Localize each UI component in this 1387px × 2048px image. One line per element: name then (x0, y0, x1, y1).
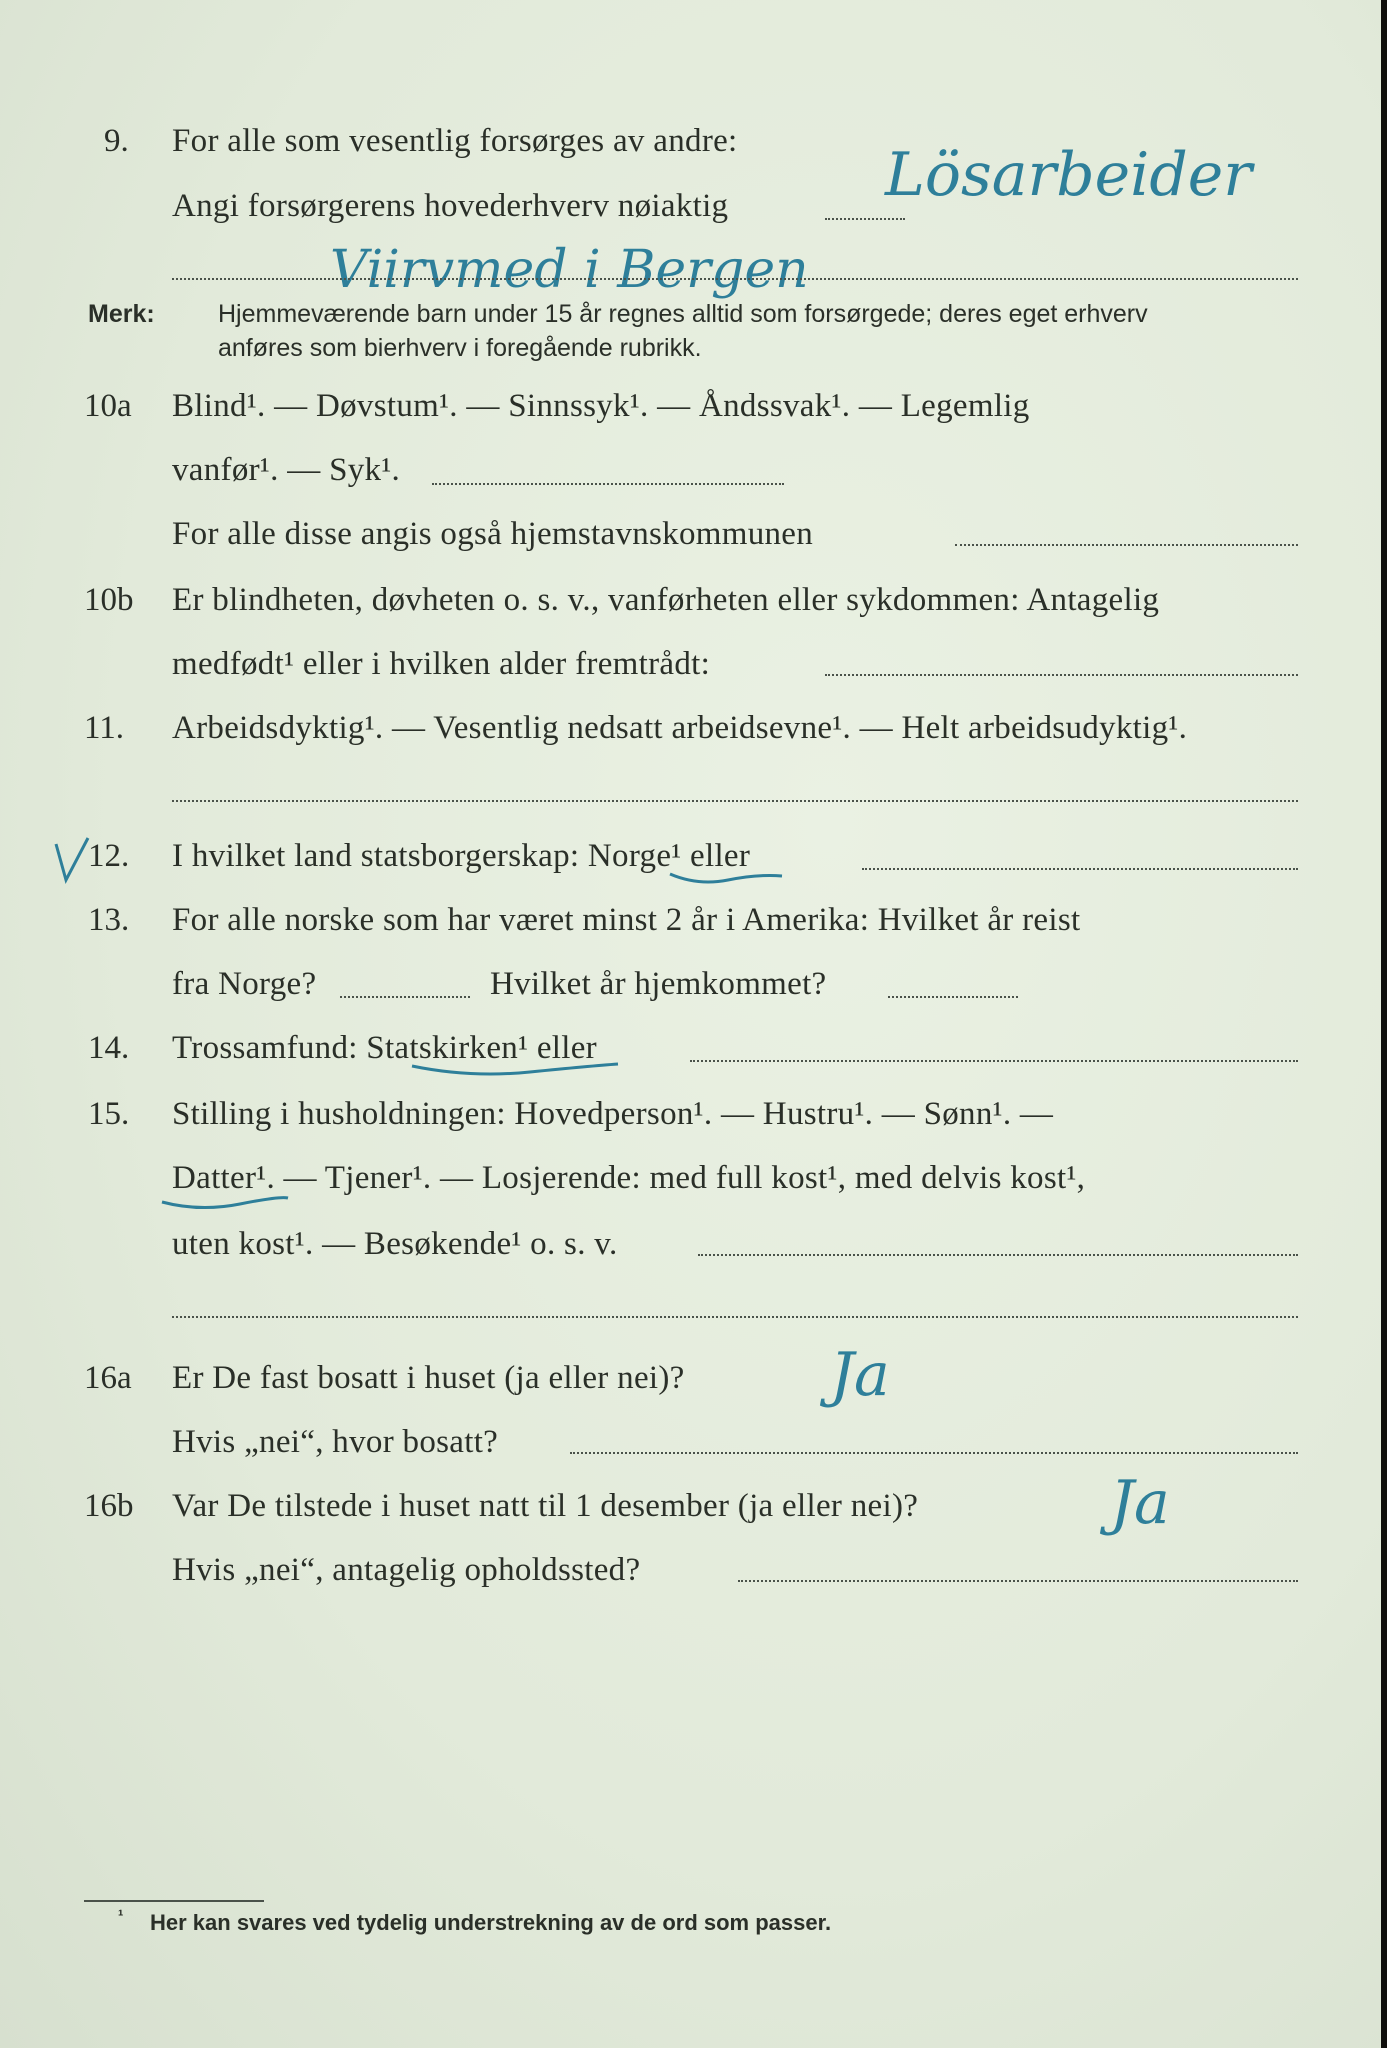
q16a-line2: Hvis „nei“, hvor bosatt? (172, 1424, 499, 1460)
answer-line (862, 868, 1298, 870)
footnote-marker: ¹ (118, 1908, 124, 1925)
q14-line1: Trossamfund: Statskirken¹ eller (172, 1030, 597, 1066)
answer-line (172, 800, 1298, 802)
q13-line2b: Hvilket år hjemkommet? (490, 966, 827, 1002)
footnote-rule (84, 1900, 264, 1902)
item-number-10b: 10b (84, 582, 134, 618)
q9-handwritten-answer2: Viirvmed i Bergen (330, 240, 809, 300)
answer-line (738, 1580, 1298, 1582)
answer-line (340, 996, 470, 998)
footnote-text: Her kan svares ved tydelig understrekning av de ord som passer. (150, 1910, 832, 1935)
answer-line (825, 218, 905, 220)
q16b-line1: Var De tilstede i huset natt til 1 desember (ja eller nei)? (172, 1488, 919, 1524)
item-number-16a: 16a (84, 1360, 132, 1396)
q15-line1: Stilling i husholdningen: Hovedperson¹. — Hustru¹. — Sønn¹. — (172, 1096, 1054, 1132)
answer-line (432, 483, 784, 485)
answer-line (172, 1316, 1298, 1318)
answer-line (690, 1060, 1298, 1062)
q10b-line1: Er blindheten, døvheten o. s. v., vanførheten eller sykdommen: Antagelig (172, 582, 1160, 618)
q10a-line3: For alle disse angis også hjemstavnskommunen (172, 516, 814, 552)
item-number-11: 11. (84, 710, 125, 746)
q16b-line2: Hvis „nei“, antagelig opholdssted? (172, 1552, 641, 1588)
q10a-line1: Blind¹. — Døvstum¹. — Sinnssyk¹. — Åndssvak¹. — Legemlig (172, 388, 1030, 424)
underline-mark-statskirken (410, 1060, 620, 1082)
q16a-line1: Er De fast bosatt i huset (ja eller nei)? (172, 1360, 685, 1396)
underline-mark-norge (668, 868, 784, 888)
merk-label: Merk: (88, 300, 155, 328)
merk-line1: Hjemmeværende barn under 15 år regnes alltid som forsørgede; deres eget erhverv (218, 300, 1148, 328)
q15-line2: Datter¹. — Tjener¹. — Losjerende: med full kost¹, med delvis kost¹, (172, 1160, 1086, 1196)
q9-handwritten-answer1: Lösarbeider (885, 140, 1252, 210)
item-number-16b: 16b (84, 1488, 134, 1524)
answer-line (570, 1452, 1298, 1454)
item-number-14: 14. (88, 1030, 130, 1066)
item-number-9: 9. (104, 123, 129, 159)
q13-line2a: fra Norge? (172, 966, 317, 1002)
q11-line1: Arbeidsdyktig¹. — Vesentlig nedsatt arbeidsevne¹. — Helt arbeidsudyktig¹. (172, 710, 1188, 746)
item-number-13: 13. (88, 902, 130, 938)
underline-mark-datter (160, 1192, 290, 1214)
q9-line2: Angi forsørgerens hovederhverv nøiaktig (172, 188, 729, 224)
item-number-12: 12. (88, 838, 130, 874)
q16b-handwritten-answer: Ja (1110, 1468, 1170, 1538)
q10b-line2: medfødt¹ eller i hvilken alder fremtrådt: (172, 646, 711, 682)
q10a-line2: vanfør¹. — Syk¹. (172, 452, 401, 488)
q15-line3: uten kost¹. — Besøkende¹ o. s. v. (172, 1226, 618, 1262)
answer-line (825, 674, 1298, 676)
item-number-10a: 10a (84, 388, 132, 424)
answer-line (172, 278, 1298, 280)
answer-line (888, 996, 1018, 998)
answer-line (955, 544, 1298, 546)
q12-line1: I hvilket land statsborgerskap: Norge¹ eller (172, 838, 751, 874)
q9-line1: For alle som vesentlig forsørges av andre: (172, 123, 738, 159)
answer-line (698, 1254, 1298, 1256)
merk-line2: anføres som bierhverv i foregående rubrikk. (218, 334, 702, 362)
q13-line1: For alle norske som har været minst 2 år i Amerika: Hvilket år reist (172, 902, 1081, 938)
q16a-handwritten-answer: Ja (830, 1340, 890, 1410)
item-number-15: 15. (88, 1096, 130, 1132)
